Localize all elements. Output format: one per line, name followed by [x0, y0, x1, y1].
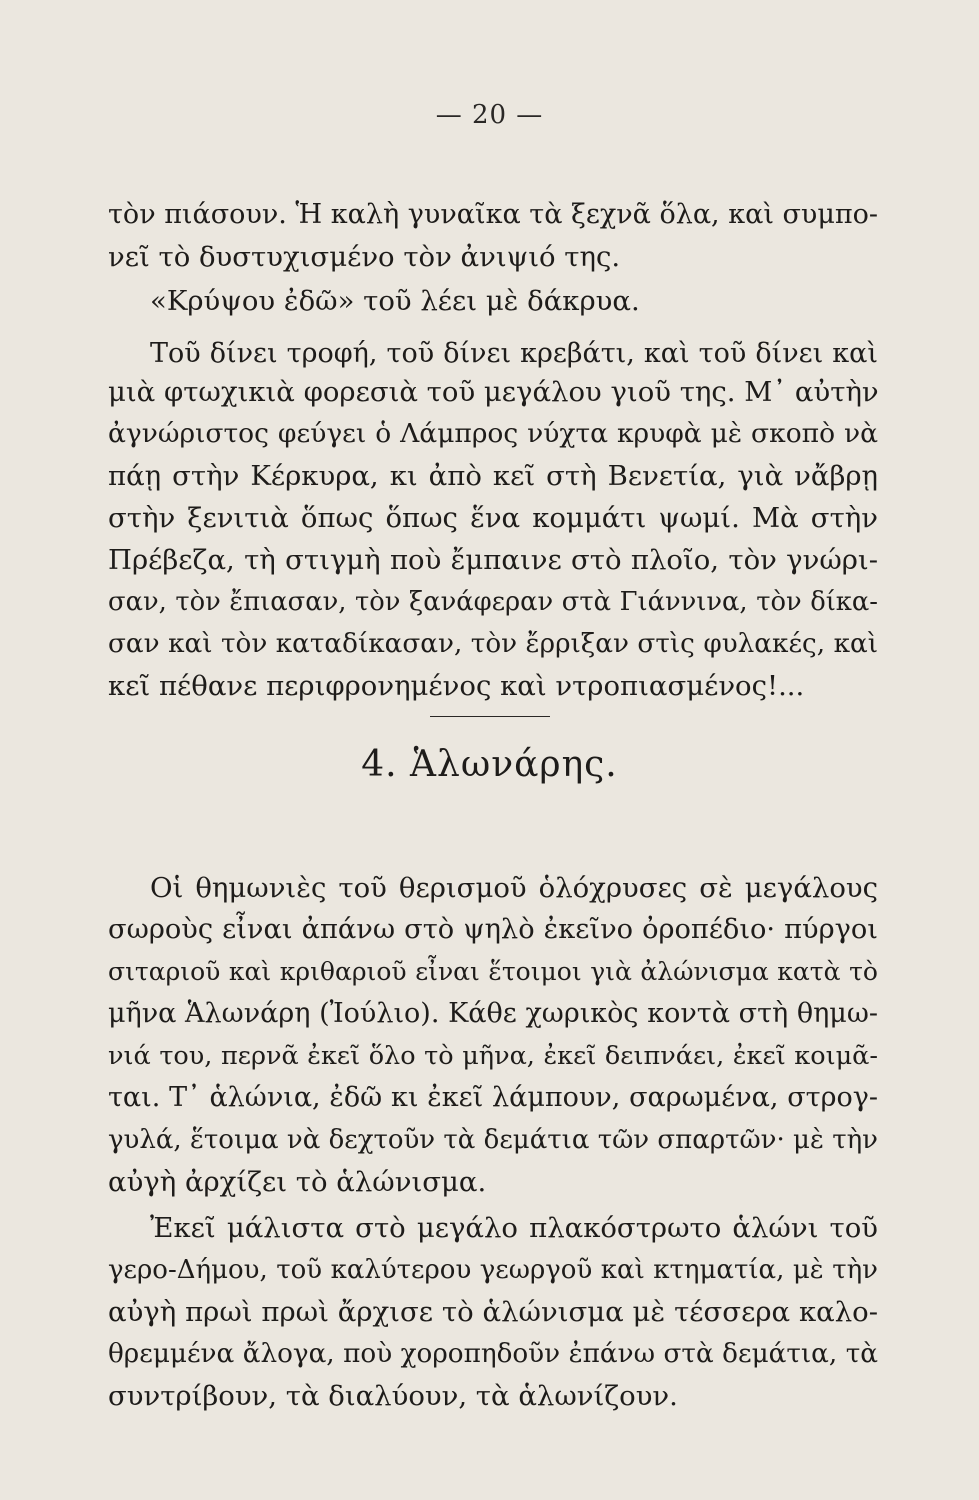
text-line: κεῖ πέθανε περιφρονημένος καὶ ντροπιασμένος!...	[108, 670, 805, 702]
page-number: — 20 —	[435, 100, 544, 130]
text-line: σαν καὶ τὸν καταδίκασαν, τὸν ἔρριξαν στὶς φυλακές, καὶ	[108, 629, 878, 659]
section-title: 4. Ἁλωνάρης.	[361, 744, 618, 785]
text-line: Ἐκεῖ μάλιστα στὸ μεγάλο πλακόστρωτο ἁλώνι τοῦ	[150, 1212, 878, 1244]
text-line: μῆνα Ἁλωνάρη (Ἰούλιο). Κάθε χωρικὸς κοντὰ στὴ θημω-	[108, 998, 878, 1029]
text-line: σαν, τὸν ἔπιασαν, τὸν ξανάφεραν στὰ Γιάννινα, τὸν δίκα-	[108, 587, 878, 617]
text-line: Πρέβεζα, τὴ στιγμὴ ποὺ ἔμπαινε στὸ πλοῖο, τὸν γνώρι-	[108, 544, 878, 576]
text-line: συντρίβουν, τὰ διαλύουν, τὰ ἁλωνίζουν.	[108, 1380, 678, 1412]
text-line: σωροὺς εἶναι ἀπάνω στὸ ψηλὸ ἐκεῖνο ὀροπέδιο· πύργοι	[108, 914, 878, 945]
text-line: ἀγνώριστος φεύγει ὁ Λάμπρος νύχτα κρυφὰ μὲ σκοπὸ νὰ	[108, 418, 878, 449]
text-line: σιταριοῦ καὶ κριθαριοῦ εἶναι ἕτοιμοι γιὰ ἀλώνισμα κατὰ τὸ	[108, 957, 878, 986]
text-line: Τοῦ δίνει τροφή, τοῦ δίνει κρεβάτι, καὶ τοῦ δίνει καὶ	[150, 338, 878, 369]
text-line: θρεμμένα ἄλογα, ποὺ χοροπηδοῦν ἐπάνω στὰ δεμάτια, τὰ	[108, 1339, 878, 1369]
text-line: γερο-Δήμου, τοῦ καλύτερου γεωργοῦ καὶ κτηματία, μὲ τὴν	[108, 1255, 878, 1285]
text-line: γυλά, ἕτοιμα νὰ δεχτοῦν τὰ δεμάτια τῶν σπαρτῶν· μὲ τὴν	[108, 1125, 878, 1155]
text-line: Οἱ θημωνιὲς τοῦ θερισμοῦ ὁλόχρυσες σὲ μεγάλους	[150, 872, 878, 904]
section-divider	[430, 716, 550, 717]
text-line: νιά του, περνᾶ ἐκεῖ ὅλο τὸ μῆνα, ἐκεῖ δειπνάει, ἐκεῖ κοιμᾶ-	[108, 1041, 878, 1071]
text-line: αὐγὴ πρωὶ πρωὶ ἄρχισε τὸ ἁλώνισμα μὲ τέσσερα καλο-	[108, 1296, 878, 1328]
text-line: «Κρύψου ἐδῶ» τοῦ λέει μὲ δάκρυα.	[150, 285, 640, 317]
text-line: τὸν πιάσουν. Ἡ καλὴ γυναῖκα τὰ ξεχνᾶ ὅλα, καὶ συμπο-	[108, 199, 879, 230]
text-line: πάῃ στὴν Κέρκυρα, κι ἀπὸ κεῖ στὴ Βενετία, γιὰ νἄβρῃ	[108, 460, 878, 492]
text-line: ται. Τ᾿ ἁλώνια, ἐδῶ κι ἐκεῖ λάμπουν, σαρωμένα, στρογ-	[108, 1082, 878, 1113]
text-line: νεῖ τὸ δυστυχισμένο τὸν ἀνιψιό της.	[108, 241, 621, 273]
text-line: στὴν ξενιτιὰ ὅπως ὅπως ἕνα κομμάτι ψωμί. Μὰ στὴν	[108, 502, 878, 534]
text-line: αὐγὴ ἀρχίζει τὸ ἁλώνισμα.	[108, 1166, 487, 1198]
text-line: μιὰ φτωχικιὰ φορεσιὰ τοῦ μεγάλου γιοῦ της. Μ᾿ αὐτὴν	[108, 376, 879, 408]
